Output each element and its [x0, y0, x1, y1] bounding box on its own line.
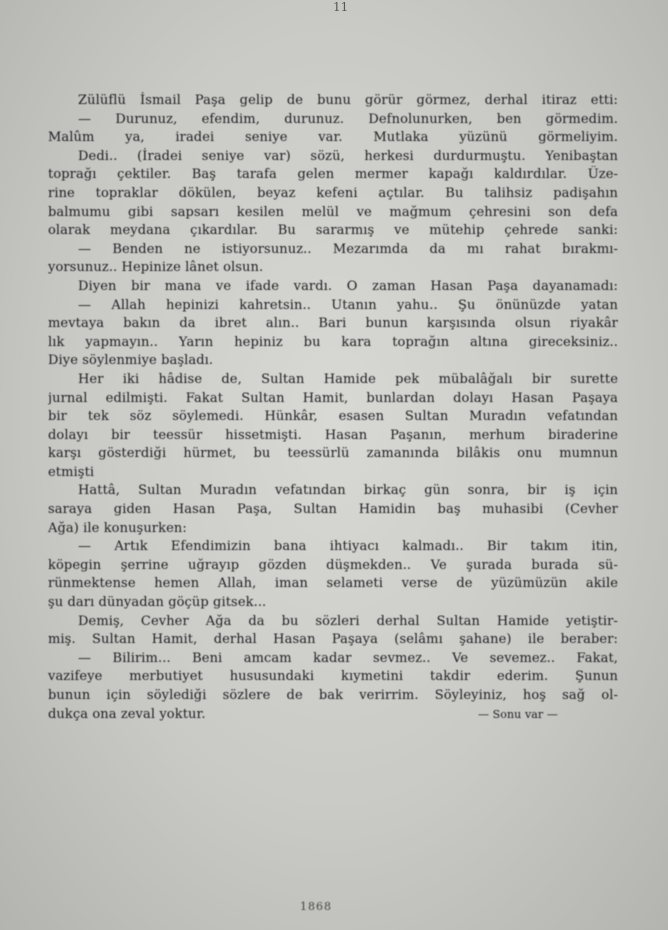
text-line: karşı gösterdiği hürmet, bu teessürlü zamanında bilâkis onu mumnun — [48, 446, 618, 462]
text-line: rine topraklar dökülen, beyaz kefeni açtılar. Bu talihsiz padişahın — [48, 185, 618, 201]
text-line: saraya giden Hasan Paşa, Sultan Hamidin baş muhasibi (Cevher — [48, 502, 618, 518]
text-line: yorsunuz.. Hepinize lânet olsun. — [48, 260, 264, 276]
text-line: — Bilirim... Beni amcam kadar sevmez.. Ve sevemez.. Fakat, — [78, 650, 618, 666]
text-line: Diye söylenmiye başladı. — [48, 353, 214, 369]
text-line: Zülüflü İsmail Paşa gelip de bunu görür görmez, derhal itiraz etti: — [78, 93, 618, 108]
text-line: lık yapmayın.. Yarın hepiniz bu kara toprağın altına gireceksiniz.. — [48, 334, 618, 350]
text-line: vazifeye merbutiyet hususundaki kıymetini takdir ederim. Şunun — [48, 669, 618, 685]
text-line: jurnal edilmişti. Fakat Sultan Hamit, bunlardan dolayı Hasan Paşaya — [48, 390, 618, 406]
text-line: Dedi.. (İradei seniye var) sözü, herkesi durdurmuştu. Yenibaştan — [78, 148, 618, 164]
continued-note: — Sonu var — — [477, 708, 558, 722]
text-line: — Artık Efendimizin bana ihtiyacı kalmadı.. Bir takım itin, — [78, 539, 618, 555]
text-line: şu darı dünyadan göçüp gitsek... — [48, 595, 267, 611]
text-line: dolayı bir teessür hissetmişti. Hasan Paşanın, merhum biraderine — [48, 427, 618, 443]
text-line: Her iki hâdise de, Sultan Hamide pek mübalâğalı bir surette — [78, 371, 618, 387]
text-line: dukça ona zeval yoktur. — [48, 706, 206, 722]
text-line: bunun için söylediği sözlere de bak verirrim. Söyleyiniz, hoş sağ ol- — [48, 688, 618, 703]
text-line: rünmektense hemen Allah, iman selameti verse de yüzümüzün akile — [48, 576, 618, 592]
body-text — [48, 92, 618, 725]
text-line: Demiş, Cevher Ağa da bu sözleri derhal Sultan Hamide yetiştir- — [78, 613, 618, 629]
page-number: 1868 — [300, 900, 332, 913]
top-mark: 11 — [333, 0, 349, 14]
text-line: — Durunuz, efendim, durunuz. Defnolunurken, ben görmedim. — [78, 111, 618, 127]
text-line: Diyen bir mana ve ifade vardı. O zaman Hasan Paşa dayanamadı: — [78, 278, 618, 294]
text-line: Ağa) ile konuşurken: — [48, 520, 187, 536]
text-line: miş. Sultan Hamit, derhal Hasan Paşaya (selâmı şahane) ile beraber: — [48, 632, 618, 648]
text-line: Malûm ya, iradei seniye var. Mutlaka yüzünü görmeliyim. — [48, 130, 618, 146]
text-line: etmişti — [48, 464, 95, 480]
text-line: — Allah hepinizi kahretsin.. Utanın yahu.. Şu önünüzde yatan — [78, 297, 618, 313]
text-line: köpegin şerrine uğrayıp gözden düşmekden.. Ve şurada burada sü- — [48, 557, 618, 573]
text-line: mevtaya bakın da ibret alın.. Bari bunun karşısında olsun riyakâr — [48, 316, 618, 332]
text-line: bir tek söz söylemedi. Hünkâr, esasen Sultan Muradın vefatından — [48, 409, 618, 425]
text-line: Hattâ, Sultan Muradın vefatından birkaç gün sonra, bir iş için — [78, 483, 618, 499]
text-line: olarak meydana çıkardılar. Bu sararmış ve mütehip çehrede sanki: — [48, 223, 618, 239]
text-line: toprağı çektiler. Baş tarafa gelen mermer kapağı kaldırdılar. Üze- — [48, 167, 618, 183]
text-line: balmumu gibi sapsarı kesilen melül ve mağmum çehresini son defa — [48, 204, 618, 220]
text-line: — Benden ne istiyorsunuz.. Mezarımda da mı rahat bırakmı- — [78, 241, 618, 257]
